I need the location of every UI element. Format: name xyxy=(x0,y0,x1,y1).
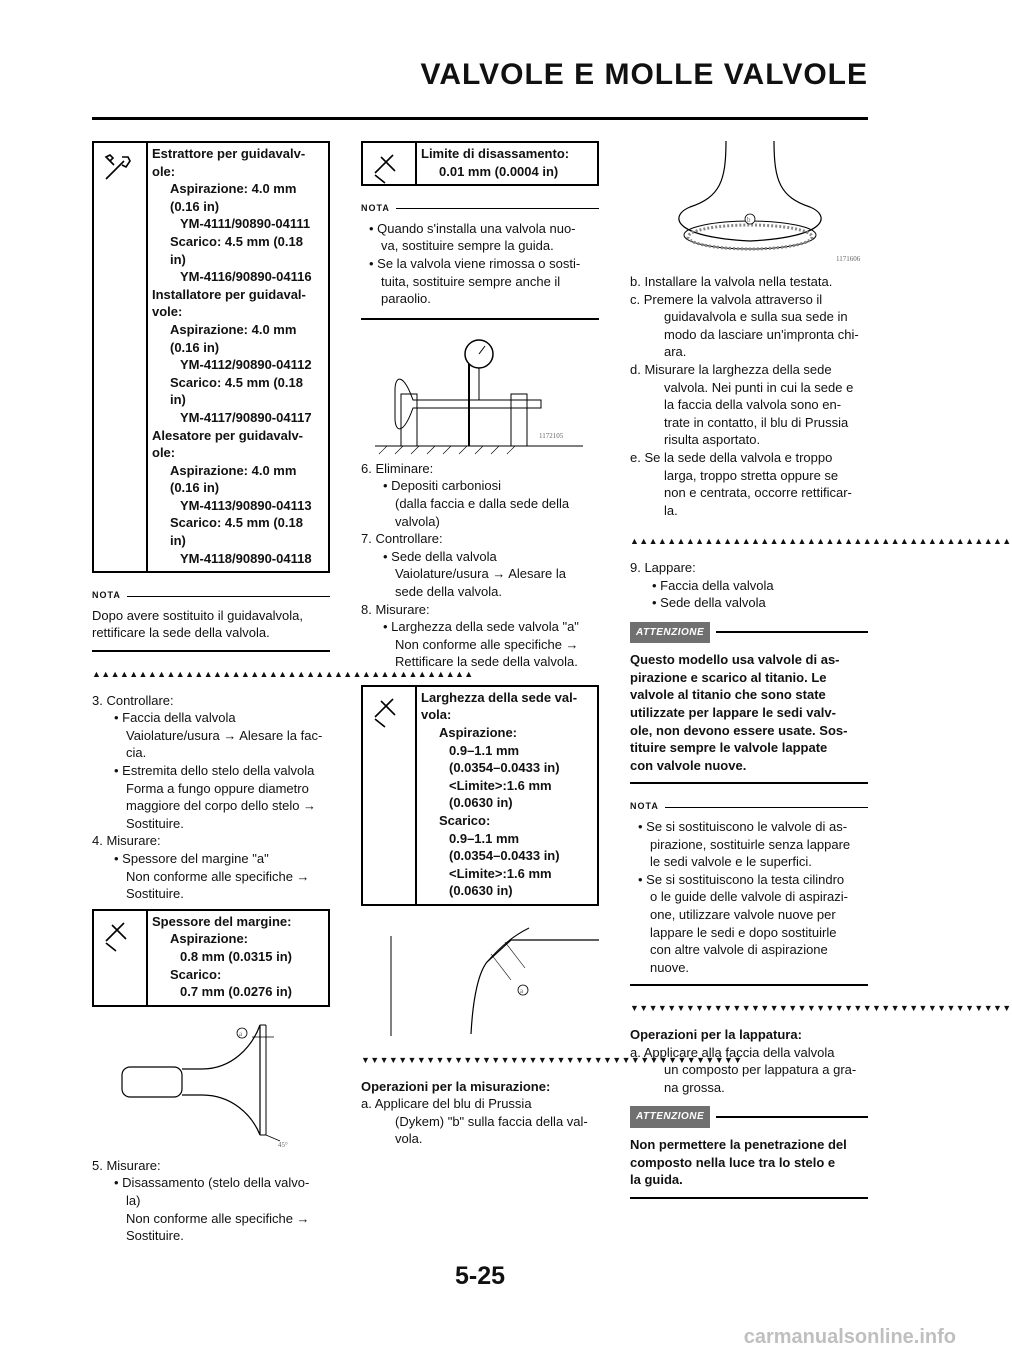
note-bullet-line: lappare le sedi e dopo sostituirle xyxy=(650,924,837,940)
note-bullet-line: • Se si sostituiscono la testa cilindro xyxy=(630,871,868,889)
note-bullet-line: paraolio. xyxy=(381,291,431,307)
step-line: vola. xyxy=(395,1131,423,1147)
caution-line: con valvole nuove. xyxy=(630,757,747,773)
caution-line: Non permettere la penetrazione del xyxy=(630,1136,847,1152)
step-line: • Estremita dello stelo della valvola xyxy=(92,762,330,780)
step-line: d. Misurare la larghezza della sede xyxy=(630,361,832,377)
spec-line: Estrattore per guidavalv- xyxy=(152,146,306,161)
caution-line: valvole al titanio che sono state xyxy=(630,687,826,703)
spec-line: Aspirazione: xyxy=(170,931,249,947)
note-bullet-line: • Se la valvola viene rimossa o sosti- xyxy=(361,255,599,273)
step-4-title: 4. Misurare: xyxy=(92,833,161,849)
caliper-icon xyxy=(363,143,417,184)
step-line: Non conforme alle specifiche → xyxy=(126,1210,310,1226)
step-6-title: 6. Eliminare: xyxy=(361,460,434,476)
step-line: c. Premere la valvola attraverso il xyxy=(630,291,823,307)
page-number: 5-25 xyxy=(454,1262,506,1290)
procedure-title: Operazioni per la misurazione: xyxy=(361,1078,551,1094)
caution-label: ATTENZIONE xyxy=(630,1106,710,1128)
step-5-title: 5. Misurare: xyxy=(92,1157,161,1173)
procedure-title: Operazioni per la lappatura: xyxy=(630,1026,802,1042)
spec-line: (0.16 in) xyxy=(170,198,220,214)
step-line: Non conforme alle specifiche → xyxy=(395,636,579,652)
tools-spec-box xyxy=(92,141,330,573)
spec-line: vole: xyxy=(152,304,183,320)
step-line: risulta asportato. xyxy=(664,432,761,448)
note-block xyxy=(361,200,599,320)
step-line: la faccia della valvola sono en- xyxy=(664,397,842,413)
caution-line: composto nella luce tra lo stelo e xyxy=(630,1154,836,1170)
spec-line: <Limite>:1.6 mm xyxy=(449,777,552,793)
step-line: non e centrata, occorre rettificar- xyxy=(664,485,852,501)
step-line: na grossa. xyxy=(664,1079,725,1095)
spec-line: Aspirazione: 4.0 mm xyxy=(170,321,297,337)
step-line: sede della valvola. xyxy=(395,583,502,599)
step-line: Sostituire. xyxy=(126,815,184,831)
step-line: larga, troppo stretta oppure se xyxy=(664,467,839,483)
page-title: VALVOLE E MOLLE VALVOLE xyxy=(420,58,868,91)
step-line: (dalla faccia e dalla sede della xyxy=(395,495,570,511)
spec-line: Alesatore per guidavalv- xyxy=(152,427,303,443)
step-line: Rettificare la sede della valvola. xyxy=(395,654,578,670)
runout-measurement-figure xyxy=(361,320,599,460)
runout-spec-text xyxy=(417,143,597,184)
spec-line: 0.01 mm (0.0004 in) xyxy=(439,163,559,179)
spec-line: Scarico: 4.5 mm (0.18 xyxy=(170,515,303,531)
spec-line: YM-4117/90890-04117 xyxy=(180,409,312,425)
seat-width-spec-box xyxy=(361,685,599,906)
note-block xyxy=(92,587,330,652)
step-9-title: 9. Lappare: xyxy=(630,559,696,575)
caution-line: la guida. xyxy=(630,1172,683,1188)
step-line: un composto per lappatura a gra- xyxy=(664,1062,857,1078)
spec-line: (0.16 in) xyxy=(170,339,220,355)
note-bullet-line: tuita, sostituire sempre anche il xyxy=(381,273,561,289)
step-line: Sostituire. xyxy=(126,886,184,902)
spec-line: YM-4113/90890-04113 xyxy=(180,497,312,513)
caution-line: utilizzate per lappare le sedi valv- xyxy=(630,705,836,721)
step-line: Forma a fungo oppure diametro xyxy=(126,780,309,796)
caution-line: Questo modello usa valvole di as- xyxy=(630,652,840,668)
note-bullet-line: va, sostituire sempre la guida. xyxy=(381,238,554,254)
step-7-title: 7. Controllare: xyxy=(361,531,443,547)
note-bullet-line: o le guide delle valvole di aspirazi- xyxy=(650,889,849,905)
step-line: cia. xyxy=(126,745,147,761)
figure-angle-label: 45° xyxy=(278,1140,288,1149)
caution-line: pirazione e scarico al titanio. Le xyxy=(630,669,827,685)
spec-line: YM-4112/90890-04112 xyxy=(180,357,312,373)
watermark: carmanualsonline.info xyxy=(743,1326,956,1348)
spec-line: (0.0630 in) xyxy=(449,883,513,899)
step-line: • Faccia della valvola xyxy=(630,577,868,595)
step-8-title: 8. Misurare: xyxy=(361,601,430,617)
spec-line: Spessore del margine: xyxy=(152,913,292,929)
spec-line: <Limite>:1.6 mm xyxy=(449,865,552,881)
step-line: a. Applicare alla faccia della valvola xyxy=(630,1044,835,1060)
caution-line: tituire sempre le valvole lappate xyxy=(630,740,828,756)
note-label: NOTA xyxy=(361,203,390,214)
runout-spec-box xyxy=(361,141,599,186)
figure-label-a: a xyxy=(520,987,524,995)
wrench-icon xyxy=(94,143,148,571)
spec-line: (0.16 in) xyxy=(170,480,220,496)
step-line: • Sede della valvola xyxy=(361,548,599,566)
figure-code: 1172105 xyxy=(539,431,564,440)
step-line: e. Se la sede della valvola e troppo xyxy=(630,449,833,465)
spec-line: ole: xyxy=(152,163,176,179)
step-line: ara. xyxy=(664,344,687,360)
note-bullet-line: le sedi valvole e le superfici. xyxy=(650,854,812,870)
step-line: b. Installare la valvola nella testata. xyxy=(630,274,833,289)
step-line: • Sede della valvola xyxy=(630,594,868,612)
step-line: la) xyxy=(126,1192,141,1208)
figure-label-a: a xyxy=(239,1029,243,1038)
figure-code: 1171606 xyxy=(836,255,861,263)
spec-line: YM-4118/90890-04118 xyxy=(180,550,312,566)
step-line: • Larghezza della sede valvola "a" xyxy=(361,618,599,636)
spec-line: YM-4111/90890-04111 xyxy=(180,216,311,232)
spec-line: Aspirazione: xyxy=(439,725,518,741)
seat-width-spec-text xyxy=(417,687,597,904)
step-line: • Depositi carboniosi xyxy=(361,477,599,495)
step-line: valvola. Nei punti in cui la sede e xyxy=(664,379,854,395)
caution-block xyxy=(630,622,868,785)
step-line: Sostituire. xyxy=(126,1228,184,1244)
step-line: a. Applicare del blu di Prussia xyxy=(361,1096,532,1112)
column-3 xyxy=(630,141,1012,1199)
step-line: (Dykem) "b" sulla faccia della val- xyxy=(395,1113,588,1129)
caution-label: ATTENZIONE xyxy=(630,622,710,644)
step-line: la. xyxy=(664,502,678,518)
spec-line: 0.8 mm (0.0315 in) xyxy=(180,948,292,964)
note-label: NOTA xyxy=(630,801,659,812)
spec-line: in) xyxy=(170,392,186,408)
note-line: rettificare la sede della valvola. xyxy=(92,625,270,641)
step-line: guidavalvola e sulla sua sede in xyxy=(664,309,848,325)
spec-line: 0.9–1.1 mm xyxy=(449,830,520,846)
spec-line: Larghezza della sede val- xyxy=(421,689,578,705)
step-line: Vaiolature/usura → Alesare la xyxy=(395,566,567,582)
note-bullet-line: pirazione, sostituirle senza lappare xyxy=(650,836,851,852)
spec-line: vola: xyxy=(421,707,452,723)
note-bullet-line: con altre valvole di aspirazione xyxy=(650,942,828,958)
note-bullet-line: one, utilizzare valvole nuove per xyxy=(650,907,836,922)
caliper-icon xyxy=(94,911,148,1005)
procedure-start-marker: ▲▲▲▲▲▲▲▲▲▲▲▲▲▲▲▲▲▲▲▲▲▲▲▲▲▲▲▲▲▲▲▲▲▲▲▲▲▲▲▲▲ xyxy=(92,669,474,680)
note-label: NOTA xyxy=(92,590,121,601)
step-line: maggiore del corpo dello stelo → xyxy=(126,798,317,814)
step-line: • Faccia della valvola xyxy=(92,709,330,727)
step-line: trate in contatto, il blu di Prussia xyxy=(664,414,849,430)
spec-line: Scarico: 4.5 mm (0.18 xyxy=(170,233,303,249)
valve-margin-figure xyxy=(92,1007,330,1157)
step-line: Non conforme alle specifiche → xyxy=(126,868,310,884)
spec-line: Limite di disassamento: xyxy=(421,146,570,161)
tools-spec-text xyxy=(148,143,328,571)
spec-line: Scarico: xyxy=(439,813,491,829)
margin-spec-text xyxy=(148,911,328,1005)
spec-line: (0.0354–0.0433 in) xyxy=(449,760,560,776)
step-line: modo da lasciare un'impronta chi- xyxy=(664,326,859,342)
caliper-icon xyxy=(363,687,417,904)
spec-line: 0.9–1.1 mm xyxy=(449,742,520,758)
caution-line: ole, non devono essere usate. Sos- xyxy=(630,722,848,738)
spec-line: 0.7 mm (0.0276 in) xyxy=(180,984,292,1000)
step-3-title: 3. Controllare: xyxy=(92,692,174,708)
seat-width-figure xyxy=(361,906,599,1046)
note-line: Dopo avere sostituito il guidavalvola, xyxy=(92,607,304,623)
note-bullet-line: • Se si sostituiscono le valvole di as- xyxy=(630,818,868,836)
caution-block xyxy=(630,1106,868,1198)
figure-label-b: b xyxy=(747,216,751,224)
spec-line: Aspirazione: 4.0 mm xyxy=(170,462,297,478)
valve-face-figure xyxy=(630,141,868,265)
note-bullet-line: nuove. xyxy=(650,959,690,975)
procedure-end-marker: ▲▲▲▲▲▲▲▲▲▲▲▲▲▲▲▲▲▲▲▲▲▲▲▲▲▲▲▲▲▲▲▲▲▲▲▲▲▲▲▲▲ xyxy=(630,536,1012,547)
spec-line: in) xyxy=(170,251,186,267)
spec-line: Installatore per guidaval- xyxy=(152,286,306,302)
procedure-marker: ▼▼▼▼▼▼▼▼▼▼▼▼▼▼▼▼▼▼▼▼▼▼▼▼▼▼▼▼▼▼▼▼▼▼▼▼▼▼▼▼▼ xyxy=(630,1003,1012,1014)
procedure-marker: ▼▼▼▼▼▼▼▼▼▼▼▼▼▼▼▼▼▼▼▼▼▼▼▼▼▼▼▼▼▼▼▼▼▼▼▼▼▼▼▼▼ xyxy=(361,1055,743,1065)
spec-line: YM-4116/90890-04116 xyxy=(180,269,312,285)
spec-line: (0.0354–0.0433 in) xyxy=(449,848,560,864)
spec-line: Scarico: xyxy=(170,966,222,982)
spec-line: Scarico: 4.5 mm (0.18 xyxy=(170,374,303,390)
spec-line: ole: xyxy=(152,445,176,461)
note-bullet-line: • Quando s'installa una valvola nuo- xyxy=(361,220,599,238)
header-divider xyxy=(92,117,868,120)
spec-line: Aspirazione: 4.0 mm xyxy=(170,181,297,197)
note-block xyxy=(630,798,868,986)
step-line: valvola) xyxy=(395,513,440,529)
spec-line: in) xyxy=(170,533,186,549)
margin-spec-box xyxy=(92,909,330,1007)
step-line: Vaiolature/usura → Alesare la fac- xyxy=(126,727,323,743)
step-line: • Disassamento (stelo della valvo- xyxy=(92,1174,330,1192)
spec-line: (0.0630 in) xyxy=(449,795,513,811)
step-line: • Spessore del margine "a" xyxy=(92,850,330,868)
